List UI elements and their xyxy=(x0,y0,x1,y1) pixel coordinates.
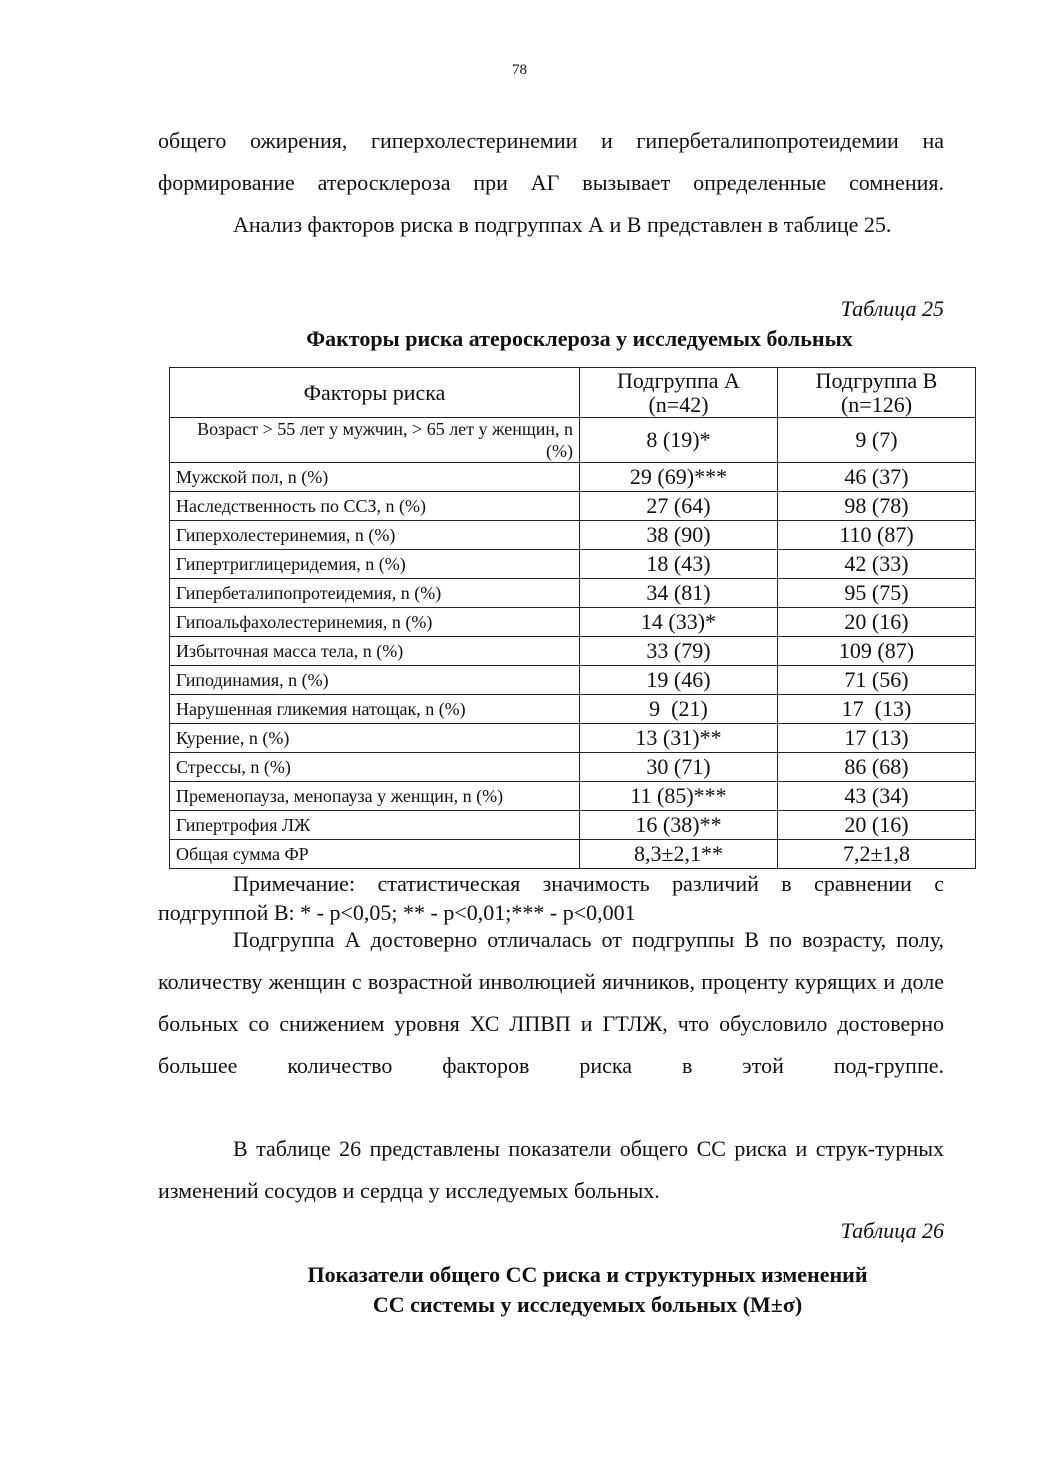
subgroup-b-cell: 42 (33) xyxy=(778,550,976,579)
subgroup-a-cell: 9 (21) xyxy=(580,695,778,724)
table25-caption: Таблица 25 xyxy=(840,296,944,321)
factor-cell: Возраст > 55 лет у мужчин, > 65 лет у женщин, n (%) xyxy=(170,418,580,463)
subgroup-b-cell: 7,2±1,8 xyxy=(778,840,976,869)
subgroup-a-cell: 18 (43) xyxy=(580,550,778,579)
subgroup-b-cell: 95 (75) xyxy=(778,579,976,608)
subgroup-a-cell: 27 (64) xyxy=(580,492,778,521)
table26-caption: Таблица 26 xyxy=(840,1218,944,1243)
subgroup-a-cell: 30 (71) xyxy=(580,753,778,782)
table-header-row xyxy=(170,368,976,418)
table-row xyxy=(170,492,976,521)
subgroup-b-cell: 98 (78) xyxy=(778,492,976,521)
subgroup-b-cell: 71 (56) xyxy=(778,666,976,695)
table-row xyxy=(170,463,976,492)
table-row xyxy=(170,724,976,753)
paragraph-intro: общего ожирения, гиперхолестеринемии и гипербеталипопротеидемии на формирование атеросклероза при АГ вызывает определенные сомнения. xyxy=(158,128,944,195)
paragraph-table25-reference: Анализ факторов риска в подгруппах А и В представлен в таблице 25. xyxy=(233,212,892,237)
table25-note: Примечание: статистическая значимость различий в сравнении с подгруппой В: * - p<0,05; ** - p<0,01;*** - p<0,001 xyxy=(158,871,944,925)
subgroup-a-cell: 14 (33)* xyxy=(580,608,778,637)
subgroup-a-cell: 11 (85)*** xyxy=(580,782,778,811)
subgroup-a-cell: 8 (19)* xyxy=(580,418,778,463)
factor-cell: Стрессы, n (%) xyxy=(170,753,580,782)
factor-cell: Гипертриглицеридемия, n (%) xyxy=(170,550,580,579)
factor-cell: Мужской пол, n (%) xyxy=(170,463,580,492)
factor-cell: Гипертрофия ЛЖ xyxy=(170,811,580,840)
paragraph-subgroup-comparison: Подгруппа А достоверно отличалась от подгруппы В по возрасту, полу, количеству женщин с возрастной инволюцией яичников, проценту курящих и доле больных со снижением уровня ХС ЛПВП и ГТЛЖ, что обусловило достоверно большее количество факторов риска в этой под-группе. xyxy=(158,927,944,1078)
header-subgroup-b: Подгруппа В (n=126) xyxy=(778,368,976,418)
subgroup-b-cell: 86 (68) xyxy=(778,753,976,782)
subgroup-b-cell: 109 (87) xyxy=(778,637,976,666)
subgroup-a-cell: 33 (79) xyxy=(580,637,778,666)
table-row xyxy=(170,521,976,550)
factor-cell: Курение, n (%) xyxy=(170,724,580,753)
page-number: 78 xyxy=(512,62,527,78)
subgroup-a-cell: 13 (31)** xyxy=(580,724,778,753)
table-row xyxy=(170,666,976,695)
subgroup-b-cell: 110 (87) xyxy=(778,521,976,550)
table26-title-line2: СС системы у исследуемых больных (М±σ) xyxy=(372,1292,803,1317)
table-row xyxy=(170,695,976,724)
subgroup-b-cell: 46 (37) xyxy=(778,463,976,492)
table-row xyxy=(170,550,976,579)
table-row xyxy=(170,637,976,666)
subgroup-b-cell: 9 (7) xyxy=(778,418,976,463)
risk-factors-table xyxy=(169,367,976,869)
table-row xyxy=(170,811,976,840)
factor-cell: Общая сумма ФР xyxy=(170,840,580,869)
factor-cell: Гиподинамия, n (%) xyxy=(170,666,580,695)
factor-cell: Гиперхолестеринемия, n (%) xyxy=(170,521,580,550)
subgroup-a-cell: 16 (38)** xyxy=(580,811,778,840)
subgroup-a-cell: 34 (81) xyxy=(580,579,778,608)
header-subgroup-a: Подгруппа А (n=42) xyxy=(580,368,778,418)
factor-cell: Наследственность по ССЗ, n (%) xyxy=(170,492,580,521)
subgroup-b-cell: 43 (34) xyxy=(778,782,976,811)
subgroup-a-cell: 38 (90) xyxy=(580,521,778,550)
table-row xyxy=(170,840,976,869)
table-row xyxy=(170,418,976,463)
factor-cell: Гипоальфахолестеринемия, n (%) xyxy=(170,608,580,637)
paragraph-table26-reference: В таблице 26 представлены показатели общего СС риска и струк-турных изменений сосудов и сердца у исследуемых больных. xyxy=(158,1136,944,1203)
subgroup-a-cell: 8,3±2,1** xyxy=(580,840,778,869)
factor-cell: Нарушенная гликемия натощак, n (%) xyxy=(170,695,580,724)
table-row xyxy=(170,782,976,811)
header-factors: Факторы риска xyxy=(170,368,580,418)
table-row xyxy=(170,608,976,637)
factor-cell: Гипербеталипопротеидемия, n (%) xyxy=(170,579,580,608)
table25-title: Факторы риска атеросклероза у исследуемых больных xyxy=(306,326,853,351)
subgroup-b-cell: 20 (16) xyxy=(778,608,976,637)
subgroup-b-cell: 17 (13) xyxy=(778,724,976,753)
factor-cell: Избыточная масса тела, n (%) xyxy=(170,637,580,666)
table-row xyxy=(170,753,976,782)
factor-cell: Пременопауза, менопауза у женщин, n (%) xyxy=(170,782,580,811)
subgroup-b-cell: 20 (16) xyxy=(778,811,976,840)
table-row xyxy=(170,579,976,608)
subgroup-a-cell: 19 (46) xyxy=(580,666,778,695)
subgroup-a-cell: 29 (69)*** xyxy=(580,463,778,492)
table26-title-line1: Показатели общего СС риска и структурных изменений xyxy=(307,1262,868,1287)
subgroup-b-cell: 17 (13) xyxy=(778,695,976,724)
